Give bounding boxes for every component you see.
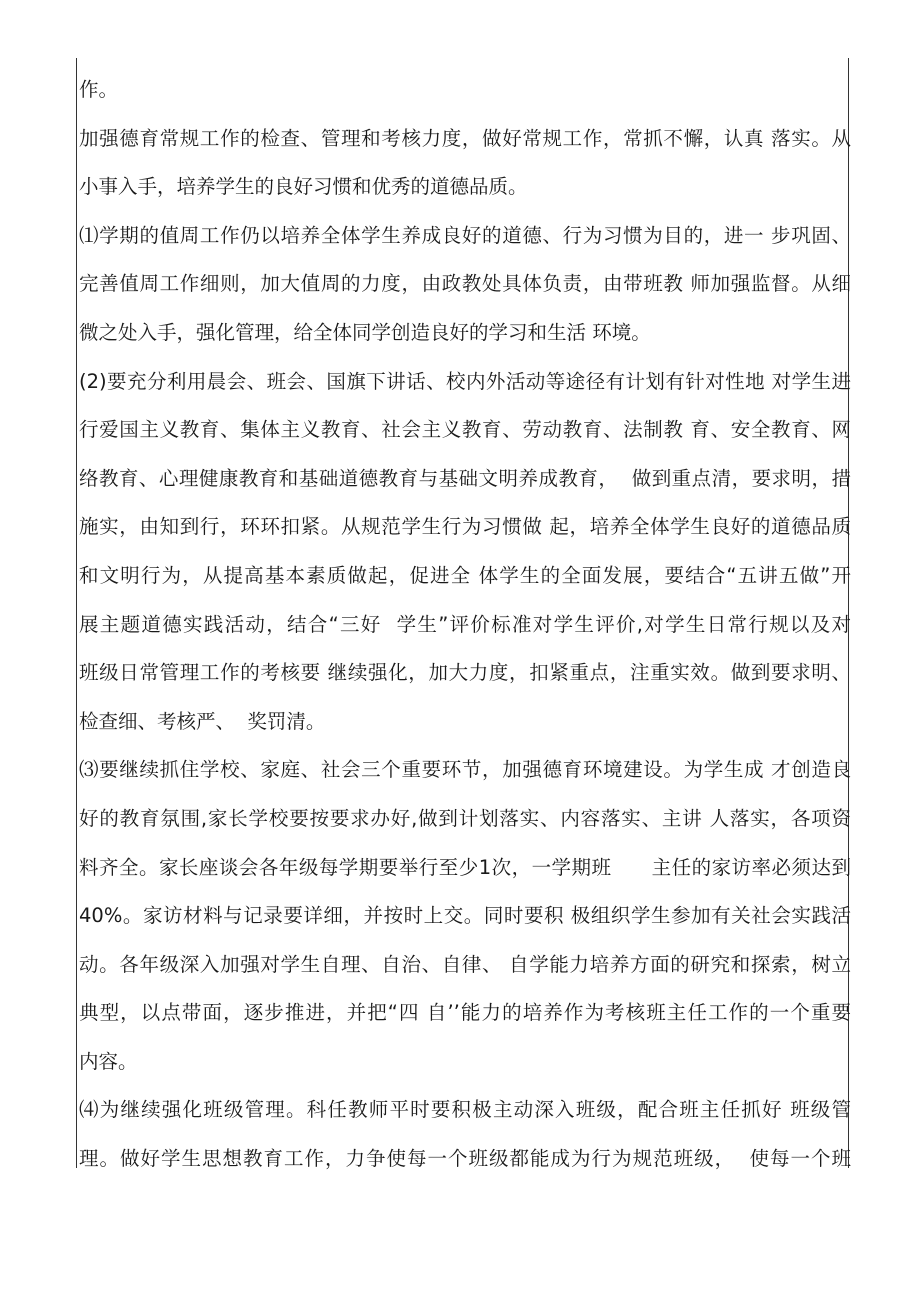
text-line: 料齐全。家长座谈会各年级每学期要举行至少1次，一学期班 主任的家访率必须达到: [79, 855, 851, 879]
text-line: 施实，由知到行，环环扣紧。从规范学生行为习惯做 起，培养全体学生良好的道德品质: [79, 515, 851, 539]
document-body: [79, 70, 851, 1188]
text-line: 作。: [79, 78, 119, 101]
text-line: 完善值周工作细则，加大值周的力度，由政教处具体负责，由带班教 师加强监督。从细: [79, 272, 851, 296]
text-line: ⑴学期的值周工作仍以培养全体学生养成良好的道德、行为习惯为目的，进一 步巩固、: [79, 223, 851, 247]
text-line: 好的教育氛围,家长学校要按要求办好,做到计划落实、内容落实、主讲 人落实，各项资: [79, 806, 851, 830]
text-line: 展主题道德实践活动，结合“三好 学生”评价标准对学生评价,对学生日常行规以及对: [79, 612, 851, 636]
text-line: 动。各年级深入加强对学生自理、自治、自律、 自学能力培养方面的研究和探索，树立: [79, 952, 851, 976]
text-line: 理。做好学生思想教育工作，力争使每一个班级都能成为行为规范班级， 使每一个班: [79, 1147, 851, 1171]
text-line: 班级日常管理工作的考核要 继续强化，加大力度，扣紧重点，注重实效。做到要求明、: [79, 661, 851, 685]
table-left-border: [76, 58, 77, 1168]
text-line: 内容。: [79, 1049, 138, 1073]
text-line: (2)要充分利用晨会、班会、国旗下讲话、校内外活动等途径有计划有针对性地 对学生进: [79, 369, 851, 393]
text-line: 40%。家访材料与记录要详细，并按时上交。同时要积 极组织学生参加有关社会实践活: [79, 904, 851, 928]
text-line: 行爱国主义教育、集体主义教育、社会主义教育、劳动教育、法制教 育、安全教育、网: [79, 418, 851, 442]
text-line: 微之处入手，强化管理，给全体同学创造良好的学习和生活 环境。: [79, 320, 651, 344]
text-line: 检查细、考核严、 奖罚清。: [79, 709, 326, 733]
text-line: 小事入手，培养学生的良好习惯和优秀的道德品质。: [79, 175, 528, 199]
text-line: ⑷为继续强化班级管理。科任教师平时要积极主动深入班级，配合班主任抓好 班级管: [79, 1098, 851, 1122]
text-line: 络教育、心理健康教育和基础道德教育与基础文明养成教育， 做到重点清，要求明，措: [79, 466, 851, 490]
text-line: 和文明行为，从提高基本素质做起，促进全 体学生的全面发展，要结合“五讲五做”开: [79, 563, 851, 587]
text-line: ⑶要继续抓住学校、家庭、社会三个重要环节，加强德育环境建设。为学生成 才创造良: [79, 758, 851, 782]
text-line: 加强德育常规工作的检查、管理和考核力度，做好常规工作，常抓不懈，认真 落实。从: [79, 126, 851, 150]
text-line: 典型，以点带面，逐步推进，并把“四 自’’能力的培养作为考核班主任工作的一个重要: [79, 1001, 851, 1025]
